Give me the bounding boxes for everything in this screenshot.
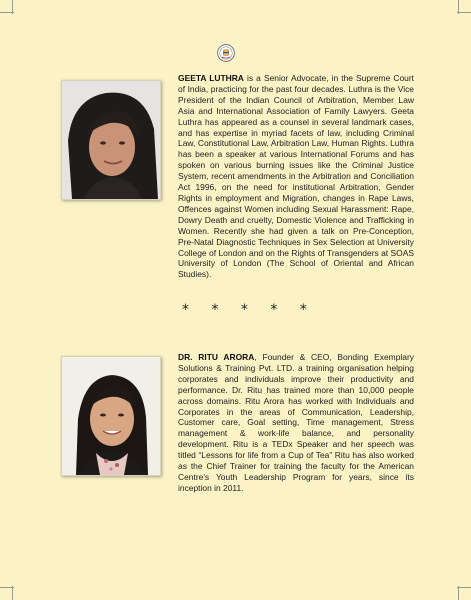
star-divider: * * * * * [182, 302, 316, 318]
geeta-luthra-bio [178, 73, 414, 280]
geeta-luthra-bio-text: is a Senior Advocate, in the Supreme Court of India, practicing for the past four decades. Luthra is the Vice President of the Indian Council of Arbitration, Member Law Asia and International Association of Family Lawyers. Geeta Luthra has appeared as a counsel in several landmark cases, and has expertise in myriad facets of law, including Criminal Law, Constitutional Law, Arbitration Law, Human Rights. Luthra has been a speaker at various International Forums and has spoken on various burning issues like the Criminal Justice System, recent amendments in the Arbitration and Conciliation Act 1996, on the need for institutional Arbitration, Gender Rights in employment and Migration, changes in Rape Laws, Offences against Women including Sexual Harassment: Rape, Dowry Death and cruelty, Domestic Violence and Trafficking in Women. Recently she had given a talk on Pre-Conception, Pre-Natal Diagnostic Techniques in Sex Selection at University College of London and on the Rights of Transgenders at SOAS University of London (The School of Oriental and African Studies). [178, 73, 415, 280]
crop-mark [457, 12, 471, 13]
crop-mark [458, 0, 459, 14]
ritu-arora-bio-text: , Founder & CEO, Bonding Exemplary Solutions & Training Pvt. LTD. a training organisation helping corporates and individuals improve their productivity and performance. Dr. Ritu has trained more than 10,000 people across domains. Ritu Arora has worked with Individuals and Corporates in the areas of Communication, Leadership, Customer care, Goal setting, Time management, Stress management & work-life balance, and personality development. Ritu is a TEDx Speaker and her speech was titled “Lessons for life from a Cup of Tea” Ritu has also worked as the Chief Trainer for training the faculty for the American Centre's Youth Leadership Program for years, since its inception in 2011. [178, 352, 414, 493]
ritu-arora-name: DR. RITU ARORA [178, 352, 255, 362]
crop-mark [12, 0, 13, 14]
circular-seal-emblem-icon [217, 44, 235, 62]
geeta-luthra-name: GEETA LUTHRA [178, 73, 244, 83]
crop-mark [457, 587, 471, 588]
geeta-luthra-photo [61, 80, 161, 200]
ritu-arora-bio [178, 352, 414, 494]
ritu-arora-photo [61, 356, 161, 476]
crop-mark [12, 586, 13, 600]
crop-mark [458, 586, 459, 600]
